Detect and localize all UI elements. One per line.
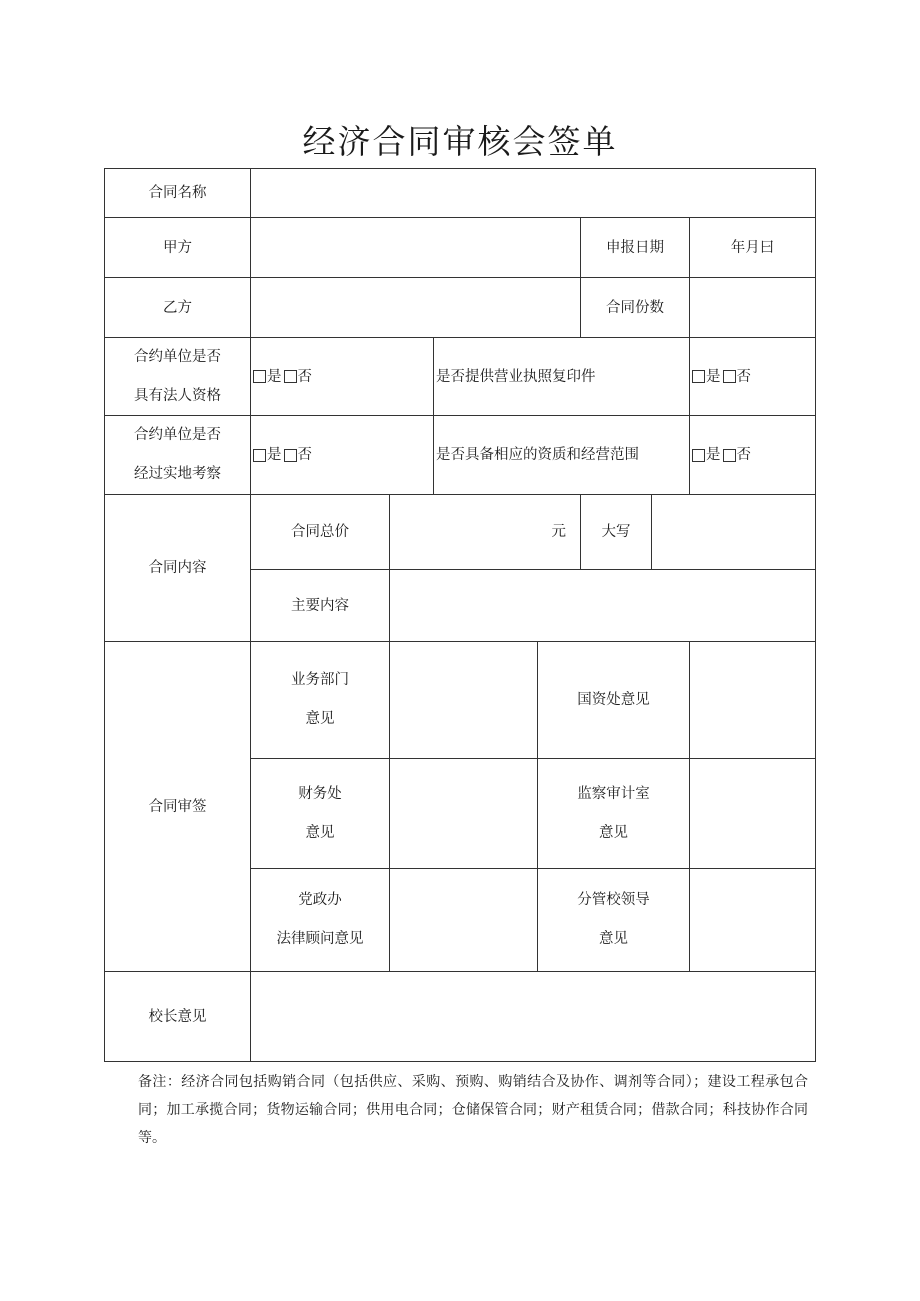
president-opinion-field[interactable] bbox=[250, 971, 816, 1062]
contract-name-field[interactable] bbox=[250, 168, 816, 218]
finance-opinion-field[interactable] bbox=[389, 758, 538, 869]
copies-field[interactable] bbox=[689, 277, 816, 338]
capital-label: 大写 bbox=[580, 494, 652, 570]
biz-dept-label-line1: 业务部门 bbox=[291, 672, 349, 688]
scope-no-option[interactable]: 否 bbox=[723, 435, 754, 475]
party-b-field[interactable] bbox=[250, 277, 581, 338]
biz-dept-opinion-field[interactable] bbox=[389, 641, 538, 759]
party-office-label bbox=[250, 868, 390, 972]
scope-label: 是否具备相应的资质和经营范围 bbox=[433, 415, 690, 495]
checkbox-icon[interactable] bbox=[284, 370, 297, 383]
legal-person-label bbox=[104, 337, 251, 416]
checkbox-icon[interactable] bbox=[692, 449, 705, 462]
leader-label-line2: 意见 bbox=[599, 931, 628, 947]
party-office-label-line2: 法律顾问意见 bbox=[276, 931, 364, 947]
site-visit-label-line2: 经过实地考察 bbox=[134, 466, 221, 482]
capital-field[interactable] bbox=[651, 494, 816, 570]
apply-date-label: 申报日期 bbox=[580, 217, 690, 278]
party-a-label: 甲方 bbox=[104, 217, 251, 278]
scope-yes-option[interactable]: 是 bbox=[692, 435, 723, 475]
party-a-field[interactable] bbox=[250, 217, 581, 278]
president-label: 校长意见 bbox=[104, 971, 251, 1062]
checkbox-icon[interactable] bbox=[284, 449, 297, 462]
total-price-label: 合同总价 bbox=[250, 494, 390, 570]
legal-person-options bbox=[250, 337, 434, 416]
legal-person-label-line2: 具有法人资格 bbox=[134, 387, 221, 404]
scope-options bbox=[689, 415, 816, 495]
site-visit-label bbox=[104, 415, 251, 495]
remarks-note: 备注：经济合同包括购销合同（包括供应、采购、预购、购销结合及协作、调剂等合同）；建设工程承包合同；加工承揽合同；货物运输合同；供用电合同；仓储保管合同；财产租赁合同；借款合同；科技协作合同等。 bbox=[138, 1074, 808, 1146]
audit-label-line2: 意见 bbox=[599, 824, 628, 841]
yuan-unit: 元 bbox=[551, 524, 566, 540]
biz-dept-label-line2: 意见 bbox=[305, 711, 335, 727]
checkbox-icon[interactable] bbox=[253, 449, 266, 462]
asset-office-label: 国资处意见 bbox=[537, 641, 690, 759]
finance-label-line2: 意见 bbox=[305, 824, 335, 841]
legal-person-yes-option[interactable]: 是 bbox=[253, 357, 284, 397]
checkbox-icon[interactable] bbox=[692, 370, 705, 383]
license-no-option[interactable]: 否 bbox=[723, 357, 754, 397]
audit-opinion-field[interactable] bbox=[689, 758, 816, 869]
review-label: 合同审签 bbox=[104, 641, 251, 972]
leader-opinion-field[interactable] bbox=[689, 868, 816, 972]
apply-date-field[interactable]: 年月曰 bbox=[689, 217, 816, 278]
finance-label bbox=[250, 758, 390, 869]
site-visit-yes-option[interactable]: 是 bbox=[253, 435, 284, 475]
party-office-opinion-field[interactable] bbox=[389, 868, 538, 972]
finance-label-line1: 财务处 bbox=[298, 785, 342, 802]
main-content-field[interactable] bbox=[389, 569, 816, 642]
checkbox-icon[interactable] bbox=[723, 370, 736, 383]
audit-label bbox=[537, 758, 690, 869]
content-label: 合同内容 bbox=[104, 494, 251, 642]
site-visit-options bbox=[250, 415, 434, 495]
leader-label bbox=[537, 868, 690, 972]
site-visit-no-option[interactable]: 否 bbox=[284, 435, 315, 475]
site-visit-label-line1: 合约单位是否 bbox=[134, 427, 221, 443]
copies-label: 合同份数 bbox=[580, 277, 690, 338]
legal-person-label-line1: 合约单位是否 bbox=[134, 348, 221, 365]
biz-dept-label bbox=[250, 641, 390, 759]
contract-name-label: 合同名称 bbox=[104, 168, 251, 218]
checkbox-icon[interactable] bbox=[253, 370, 266, 383]
license-label: 是否提供营业执照复印件 bbox=[433, 337, 690, 416]
party-b-label: 乙方 bbox=[104, 277, 251, 338]
main-content-label: 主要内容 bbox=[250, 569, 390, 642]
checkbox-icon[interactable] bbox=[723, 449, 736, 462]
total-price-field[interactable] bbox=[389, 494, 581, 570]
license-yes-option[interactable]: 是 bbox=[692, 357, 723, 397]
asset-office-opinion-field[interactable] bbox=[689, 641, 816, 759]
page-title: 经济合同审核会签单 bbox=[302, 122, 618, 161]
party-office-label-line1: 党政办 bbox=[298, 892, 342, 908]
legal-person-no-option[interactable]: 否 bbox=[284, 357, 315, 397]
audit-label-line1: 监察审计室 bbox=[577, 785, 650, 802]
license-options bbox=[689, 337, 816, 416]
leader-label-line1: 分管校领导 bbox=[577, 892, 650, 908]
